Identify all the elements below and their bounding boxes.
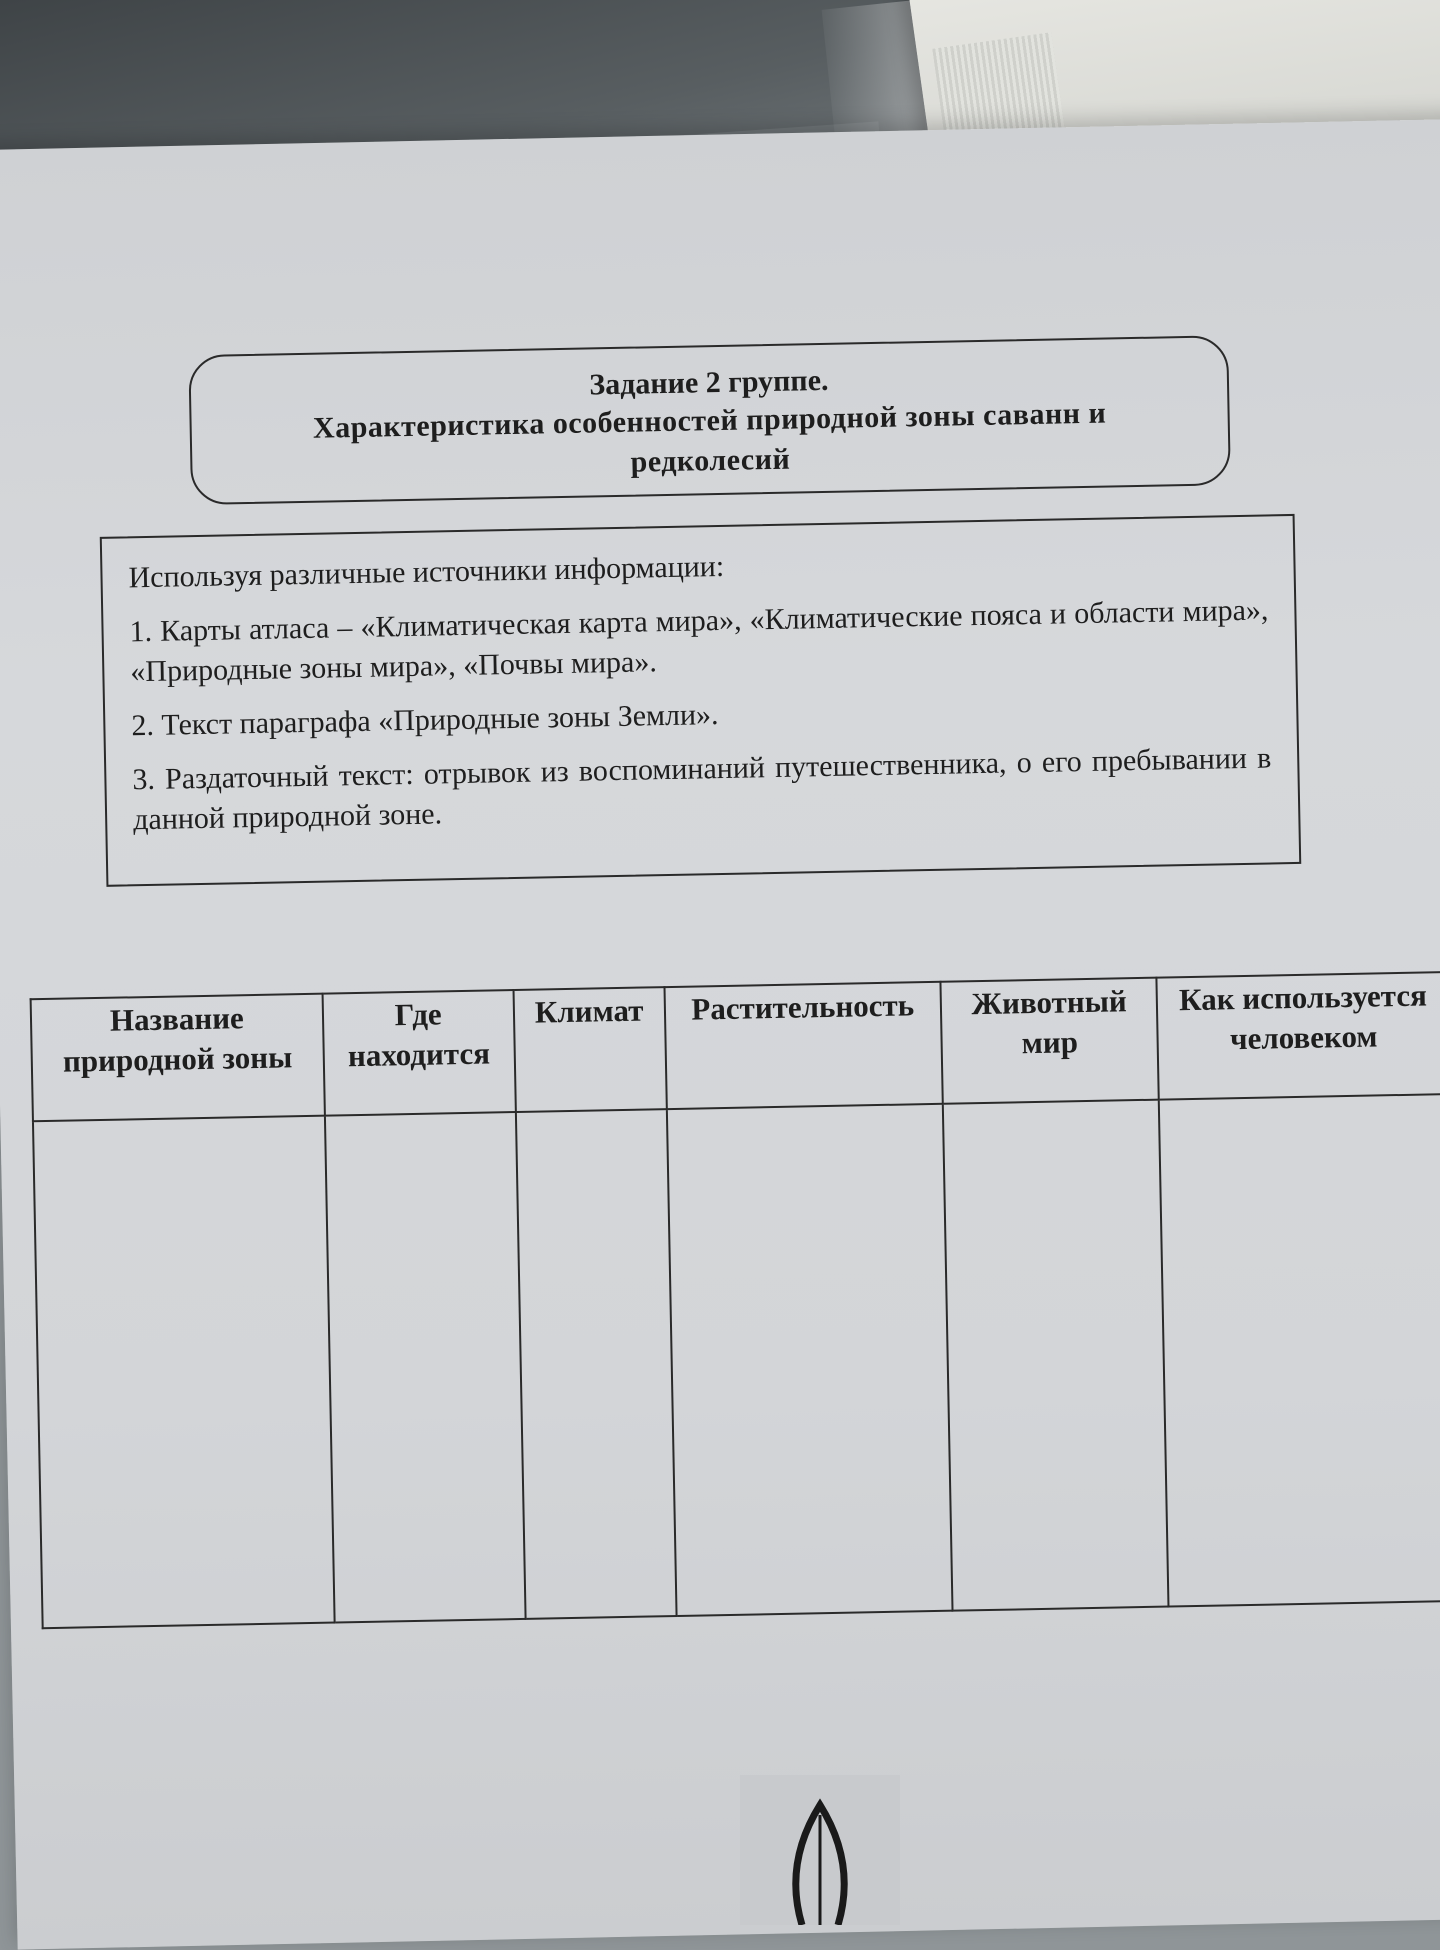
table-cell[interactable] — [943, 1100, 1169, 1611]
table-cell[interactable] — [325, 1112, 526, 1623]
task-subtitle-line2: редколесий — [630, 442, 791, 479]
header-zone-name: Название природной зоны — [31, 994, 325, 1122]
header-fauna: Животный мир — [941, 978, 1160, 1104]
instructions-box — [100, 514, 1301, 887]
instruction-item: 1. Карты атласа – «Климатическая карта мира», «Климатические пояса и области мира», «Природные зоны мира», «Почвы мира». — [129, 593, 1269, 689]
task-title: Задание 2 группе. — [589, 363, 829, 402]
header-location: Где находится — [322, 990, 515, 1116]
instructions-intro: Используя различные источники информации: — [128, 549, 725, 595]
header-climate: Климат — [513, 987, 666, 1112]
header-vegetation: Растительность — [664, 982, 943, 1109]
instruction-item: 3. Раздаточный текст: отрывок из воспоминаний путешественника, о его пребывании в данной природной зоне. — [132, 741, 1272, 837]
title-box — [188, 335, 1231, 505]
answer-table — [30, 971, 1440, 1629]
table-row — [33, 1094, 1440, 1628]
header-human-use: Как используется человеком — [1157, 972, 1440, 1100]
table-cell[interactable] — [516, 1109, 677, 1619]
task-subtitle-line1: Характеристика особенностей природной зоны саванн и — [312, 396, 1107, 445]
table-cell[interactable] — [666, 1104, 952, 1616]
leaf-outline-icon — [740, 1775, 900, 1925]
table-cell[interactable] — [33, 1116, 334, 1629]
instruction-item: 2. Текст параграфа «Природные зоны Земли». — [131, 698, 719, 743]
table-cell[interactable] — [1159, 1094, 1440, 1607]
